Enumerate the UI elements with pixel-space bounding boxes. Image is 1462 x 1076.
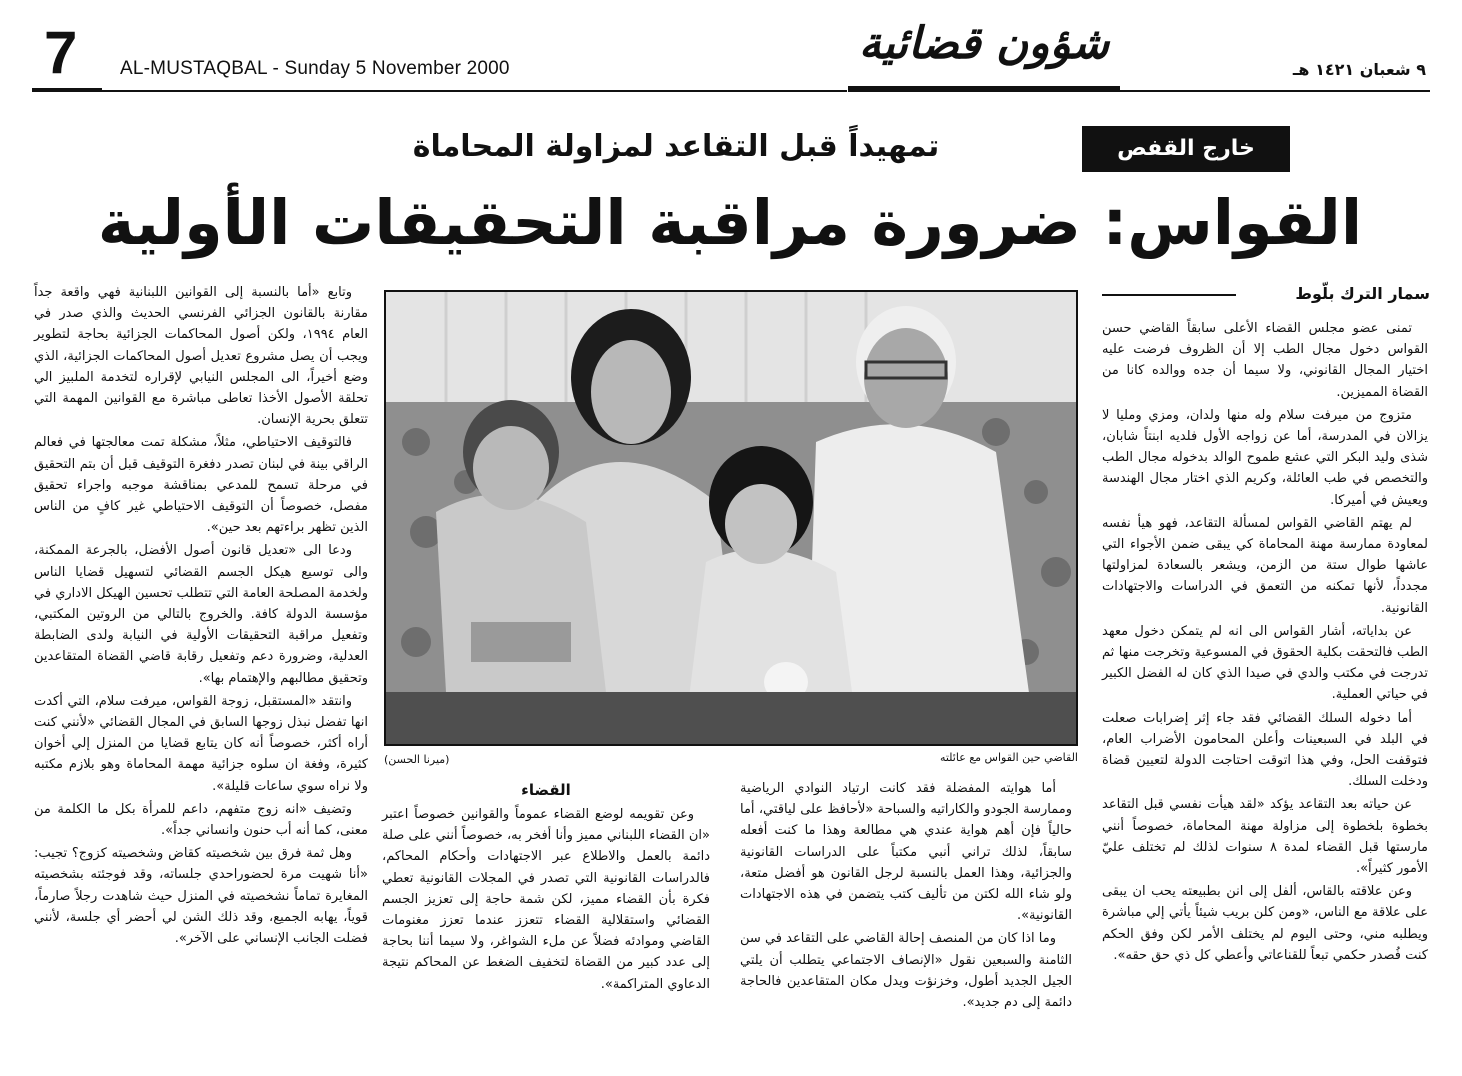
edition-line: AL-MUSTAQBAL - Sunday 5 November 2000 [120,58,510,79]
paragraph: وهل ثمة فرق بين شخصيته كقاض وشخصيته كزوج؟ تجيب: «أنا شهيت مرة لحضوراحدي جلساته، وقد فوجئته بشخصيته المغايرة تماماً نشخصيته في المنزل حيث شاهدت رجلاً صارماً، قوياً، يهابه الجميع، وقد ذلك الشن لي أحضر أي جلسة، لأنني فضلت الجانب الإنساني على الآخر». [34,846,368,947]
paragraph: وتضيف «انه زوج متفهم، داعم للمرأة بكل ما الكلمة من معنى، كما أنه أب حنون وانساني جداً». [34,801,368,839]
paragraph: ودعا الى «تعديل قانون أصول الأفضل، بالجرعة الممكنة، والى توسيع هيكل الجسم القضائي لتسهيل قضايا الناس ولخدمة المصلحة العامة التي تتطلب تحسين الهيكل الاداري في مؤسسة الدولة كافة. والخروج بالتالي من الروتين المكتبي، وتفعيل مراقبة التحقيقات الأولية في النيابة ولدى الضابطة العدلية، وضرورة دعم وتفعيل رقابة قاضي القضاة المتقاعدين وتحقيق مطالبهم والإهتمام بها». [34,543,368,686]
masthead-rule [102,90,847,92]
paragraph: وعن تقويمه لوضع القضاء عموماً والقوانين خصوصاً اعتبر «ان القضاء اللبناني مميز وأنا أفخر به، خصوصاً أنني على صلة دائمة بالعمل والاطلاع عبر الاجتهادات وأحكام المحاكم، فالدراسات القانونية التي تصدر في المجلات القانونية تعطي فكرة بأن القضاء مميز، لكن شمة حاجة إلى تعزيز الجسم القضائي واستقلالية القضاء تتعزز عندما تعزز مغنومات القاضي وموادئه فضلاً عن ملء الشواغر، ولا سيما أننا بحاجة إلى عدد كبير من القضاة لتخفيف الضغط عن المحاكم نتيجة الدعاوي المتراكمة». [382,807,710,992]
article-column-right [1102,318,1428,1038]
paragraph: وعن علاقته بالقاس، ألفل إلى انن بطبيعته يحب ان يبقى على علاقة مع الناس، «ومن كلن بريب شيئاً يأتي إلي مباشرة ويطلبه مني، وحتى اليوم لم يختلف الأمر لكن وفق الحكم كنت فُصدر حكمي تبعاً للقناعاتي وأعطي كل ذي حق حقه». [1102,884,1428,963]
page-number: 7 [44,19,78,86]
paragraph: متزوج من ميرفت سلام وله منها ولدان، ومزي ومليا لا يزالان في المدرسة، أما عن زواجه الأول فلديه ابنتاً شابان، شذى وليد البكر التي عشع طموح الوالد بدخوله مجال الطب والتخصص في طب العائلة، وكريم الذي اختار مجال الهندسة ويعيش في أميركا. [1102,407,1428,508]
family-photo [384,290,1078,746]
photo-credit: (ميرنا الحسن) [384,753,450,766]
paragraph: لم يهتم القاضي القواس لمسألة التقاعد، فهو هيأ نفسه لمعاودة ممارسة مهنة المحاماة كي يبقى ضمن الأجواء التي عاشها طوال ستة من الزمن، ويشعر بالسعادة لمزاولتها مجدداً، لأنها تمكنه من التعمق في الدراسات والاجتهادات القانونية. [1102,515,1428,616]
article-column-middle-left [382,778,710,1036]
family-photo-image [386,292,1076,744]
headline: القواس: ضرورة مراقبة التحقيقات الأولية [97,186,1363,259]
photo-caption: القاضي حين القواس مع عائلته [939,751,1078,764]
paragraph: عن بداياته، أشار القواس الى انه لم يتمكن دخول معهد الطب فالتحقت بكلية الحقوق في المسوعية وتخرجت منها ثم تدرجت في مكتب والدي في صيدا الذي كان له الفضل الكبير في حياتي العملية. [1102,623,1428,703]
subheadline: تمهيداً قبل التقاعد لمزاولة المحاماة [412,129,940,164]
masthead-rule [32,88,102,92]
paragraph: وما اذا كان من المنصف إحالة القاضي على التقاعد في سن الثامنة والسبعين نقول «الإنصاف الاجتماعي يتطلب أن يلتي الجيل الجديد أطول، وخزنؤت ويدل مكان المتقاعدين فالحاجة دائمة إلى دم جديد». [740,931,1072,1011]
hijri-date: ٩ شعبان ١٤٢١ هـ [1292,60,1426,79]
paragraph: فالتوقيف الاحتياطي، مثلاً، مشكلة تمت معالجتها في فعالم الراقي بينة في لبنان تصدر دفغرة التوقيف قبل أن بتم التحقيق في مرحلة تسمح للمدعي بمناقشة موجبه واجراء تحقيق مفصل، خصوصاً أن التوقيف الاحتياطي غير كافٍ من الناس الذين تظهر براءتهم بعد حين». [34,435,368,536]
kicker-label: خارج القفص [1082,126,1290,172]
byline: سمار الترك بلّوط [1295,284,1430,303]
paragraph: عن حياته بعد التقاعد يؤكد «لقد هيأت نفسي قبل التقاعد بخطوة بلخطوة إلى مزاولة مهنة المحاماة، خصوصاً أنني مارستها قبل القضاء لمدة ٨ سنوات لذلك لم تختلف عليّ الأمور كثيراً». [1102,797,1428,877]
section-title: شؤون قضائية [858,18,1110,69]
paragraph: أما دخوله السلك القضائي فقد جاء إثر إضرابات صعلت في البلد في السبعينات وأعلن المحامون الأضراب العام، فتوقفت الحل، وفي هذا اتوقت احتاجت الدولة لتعيين قضاة ودخلت السلك. [1102,710,1428,790]
byline-rule [1102,294,1236,296]
article-column-left [34,282,368,1038]
masthead-rule [1120,90,1430,92]
paragraph: وتابع «أما بالنسبة إلى القوانين اللبنانية فهي واقعة جداً مقارنة بالقانون الجزائي الفرنسي الحديث والذي صدر في العام ١٩٩٤، ولكن أصول المحاكمات الجزائية بحاجة لتطوير ويجب أن يصل مشروع تعديل أصول المحاكمات الجزائية، الذي وضع أخيراً، الى المجلس النيابي لإقراره لتخدمة الملبيز الي تحلقة الأصول الأخذا تعاطى مباشرة مع القوانين المهمة التي تتعلق بحرية الإنسان. [34,285,368,428]
paragraph: تمنى عضو مجلس القضاء الأعلى سابقاً القاضي حسن القواس دخول مجال الطب إلا أن الظروف فرضت عليه اختيار المجال القانوني، ولا سيما أن جده ووالده كانا من القضاة المميزين. [1102,321,1428,400]
masthead-rule-thick [848,86,1120,92]
paragraph: أما هوايته المفضلة فقد كانت ارتياد النوادي الرياضية وممارسة الجودو والكاراتيه والسباحة «لأحافظ على لياقتي، أما حالياً فإن أهم هواية عندي هي مطالعة وهذا ما كنت أفعله سابقاً، لذلك تراني أنبي مكتباً على الدراسات القانونية والجزائية، وهذا العمل بالنسبة لرجل القانون هو أفضل متعة، ولو شاء الله لكتن من تأليف كتب يتضمن في هذه الاجتهادات القانونية». [740,781,1072,924]
paragraph: وانتقد «المستقبل، زوجة القواس، ميرفت سلام، التي أكدت انها تفضل نبذل زوجها السابق في المجال القضائي «لأنني كنت أراه أكثر، خصوصاً أنه كان يتابع قضايا من المنزل إلي أخوان كثيرة، وفغة ان سلوه جزائية مهمة المحاماة وهو بلازم مكتبه ولا نراه سوي ساعات قليلة». [34,693,368,794]
section-subheading: القضاء [521,781,571,799]
article-column-middle-right [740,778,1072,1036]
